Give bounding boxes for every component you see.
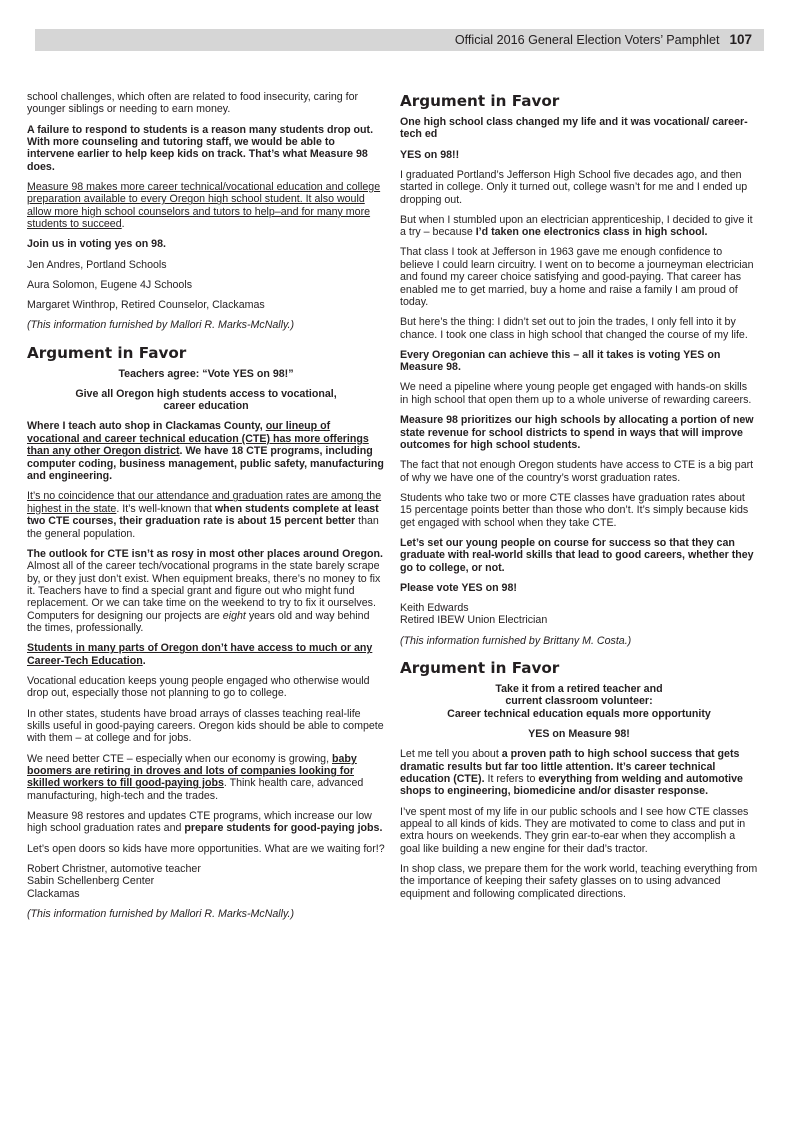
bold-text: when students complete at least two CTE courses, their graduation rate is about 15 percent better [27, 502, 379, 528]
paragraph [27, 181, 385, 231]
underlined-text: It’s no coincidence that our attendance and graduation rates are among the highest in the state [27, 490, 382, 515]
paragraph [400, 748, 758, 798]
paragraph [27, 642, 385, 667]
signature-block [400, 602, 758, 627]
bold-text: a proven path to high school success that gets dramatic results but far too little attention. It’s career technical education (CTE). [400, 748, 740, 785]
paragraph [400, 214, 758, 239]
text: . We have 18 CTE programs, including computer coding, business management, public safety, manufacturing and engineering. [27, 445, 384, 483]
signature-line: Robert Christner, automotive teacher [27, 862, 201, 875]
paragraph [27, 753, 385, 803]
subheading [400, 683, 758, 720]
paragraph: But here’s the thing: I didn’t set out to join the trades, I only fell into it by chance. I took one class in high school that changed the course of my life. [400, 316, 748, 341]
text: . Think health care, advanced manufacturing, high-tech and the trades. [27, 777, 364, 802]
signature: Margaret Winthrop, Retired Counselor, Clackamas [27, 299, 265, 312]
paragraph: Let’s set our young people on course for success so that they can graduate with real-world skills that lead to good careers, whether they go to college, or not. [400, 536, 754, 574]
furnished-note: (This information furnished by Brittany M. Costa.) [400, 634, 632, 647]
paragraph: That class I took at Jefferson in 1963 gave me enough confidence to believe I could learn circuitry. I went on to become a journeyman electrician and found my career choice satisfying and good-paying. That career has enabled me to get married, buy a home and raise a family I am proud of today. [400, 246, 754, 309]
paragraph: Students who take two or more CTE classes have graduation rates about 15 percentage points better than those who don’t. It’s simply because kids get engaged with school when they take CTE. [400, 491, 749, 529]
text: than the general population. [27, 515, 379, 540]
section-heading: Argument in Favor [27, 343, 187, 362]
paragraph: school challenges, which often are related to food insecurity, caring for younger siblings or needing to earn money. [27, 91, 359, 116]
text: Let me tell you about [400, 748, 502, 761]
subheading-line: Career technical education equals more opportunity [447, 707, 711, 720]
left-column [27, 91, 385, 928]
subheading: YES on Measure 98! [528, 727, 630, 740]
paragraph: YES on 98!! [400, 148, 460, 161]
paragraph [27, 490, 385, 540]
paragraph: Every Oregonian can achieve this – all it takes is voting YES on Measure 98. [400, 348, 721, 374]
paragraph: In other states, students have broad arrays of classes teaching real-life skills useful in good-paying careers. Oregon kids should be able to compete with them – at college and for jobs. [27, 707, 384, 745]
bold-text: prepare students for good-paying jobs. [184, 822, 383, 835]
paragraph: We need a pipeline where young people get engaged with hands-on skills in high school that open them up to a whole universe of rewarding careers. [400, 381, 752, 406]
furnished-note: (This information furnished by Mallori R. Marks-McNally.) [27, 319, 295, 332]
bold-text: everything from welding and automotive shops to engineering, biomedicine and/or disaster response. [400, 773, 743, 798]
signature: Jen Andres, Portland Schools [27, 258, 167, 271]
signature-line: Retired IBEW Union Electrician [400, 614, 548, 627]
underlined-text: Measure 98 makes more career technical/vocational education and college preparation available to every Oregon high school student. It also would allow more high school counselors and tutors to help–and for many more students to succeed [27, 181, 381, 231]
right-column [400, 92, 758, 908]
page-number: 107 [729, 32, 752, 47]
section-heading: Argument in Favor [400, 92, 560, 110]
paragraph: Join us in voting yes on 98. [27, 238, 166, 251]
section-heading: Argument in Favor [400, 658, 560, 677]
header-bar [35, 29, 764, 51]
text: But when I stumbled upon an electrician apprenticeship, I decided to give it a try – because [400, 213, 753, 239]
paragraph: A failure to respond to students is a reason many students drop out. With more counseling and tutoring staff, we would be able to intervene earlier to help keep kids on track. That’s what Measure 98 does. [27, 123, 374, 173]
bold-underlined-text: baby boomers are retiring in droves and lots of companies looking for skilled workers to fill good-paying jobs [27, 752, 357, 790]
signature-line: Sabin Schellenberg Center [27, 875, 155, 888]
text: We need better CTE – especially when our economy is growing, [27, 752, 332, 765]
text: Almost all of the career tech/vocational programs in the state barely scrape by, or they just don’t exist. When equipment breaks, there’s no money to fix it. Teachers have to find a special grant and figure out who might fund replacement. Or we can take time on the weekend to try to fix it ourselves. Computers for designing our projects are [27, 560, 381, 622]
paragraph: In shop class, we prepare them for the work world, teaching everything from the importance of keeping their safety glasses on to using advanced equipment and following complicated directions. [400, 863, 758, 900]
text: years old and way behind the times, professionally. [27, 609, 370, 635]
paragraph: Let’s open doors so kids have more opportunities. What are we waiting for!? [27, 842, 385, 855]
bold-text: The outlook for CTE isn’t as rosy in most other places around Oregon. [27, 547, 383, 560]
header-title: Official 2016 General Election Voters’ Pamphlet [454, 33, 720, 47]
italic-text: eight [222, 609, 246, 622]
paragraph: One high school class changed my life and it was vocational/ career-tech ed [400, 116, 748, 141]
subheading: Teachers agree: “Vote YES on 98!” [118, 367, 294, 380]
furnished-note: (This information furnished by Mallori R. Marks-McNally.) [27, 907, 295, 920]
underlined-text: our lineup of vocational and career technical education (CTE) has more offerings than any other Oregon district [27, 420, 369, 458]
text: . [121, 218, 125, 231]
signature-block [27, 863, 385, 900]
paragraph: I graduated Portland’s Jefferson High School five decades ago, and then started in college. Only it turned out, college wasn’t for me and I ended up dropping out. [400, 168, 748, 206]
paragraph [27, 420, 385, 482]
text: . It’s well-known that [116, 502, 215, 515]
paragraph [27, 548, 385, 635]
signature: Aura Solomon, Eugene 4J Schools [27, 278, 193, 291]
underlined-text: Students in many parts of Oregon don’t have access to much or any Career-Tech Education [27, 642, 373, 667]
signature-line: Clackamas [27, 887, 80, 900]
text: Measure 98 restores and updates CTE programs, which increase our low high school graduation rates and [27, 810, 372, 835]
subheading-line: current classroom volunteer: [505, 695, 653, 708]
paragraph: Please vote YES on 98! [400, 581, 517, 594]
subheading-line: Take it from a retired teacher and [495, 682, 663, 695]
paragraph: Vocational education keeps young people engaged who otherwise would drop out, especially those not planning to go to college. [27, 674, 370, 700]
paragraph [27, 810, 385, 835]
subheading: Give all Oregon high students access to vocational, career education [75, 387, 337, 413]
signature-line: Keith Edwards [400, 601, 469, 614]
text: It refers to [484, 773, 539, 785]
header-text [455, 32, 752, 48]
bold-text: I’d taken one electronics class in high school. [475, 226, 708, 239]
text: . [142, 654, 146, 667]
paragraph: I’ve spent most of my life in our public schools and I see how CTE classes appeal to all kinds of kids. They are motivated to come to class and put in extra hours on weekends. They grin ear-to-ear when they accomplish a goal like building a new engine for their dad’s tractor. [400, 805, 749, 855]
text: Where I teach auto shop in Clackamas County, [27, 420, 266, 433]
paragraph: Measure 98 prioritizes our high schools by allocating a portion of new state revenue for school districts to spend in ways that will improve outcomes for high school students. [400, 414, 754, 451]
paragraph: The fact that not enough Oregon students have access to CTE is a big part of why we have one of the country’s worst graduation rates. [400, 459, 754, 484]
